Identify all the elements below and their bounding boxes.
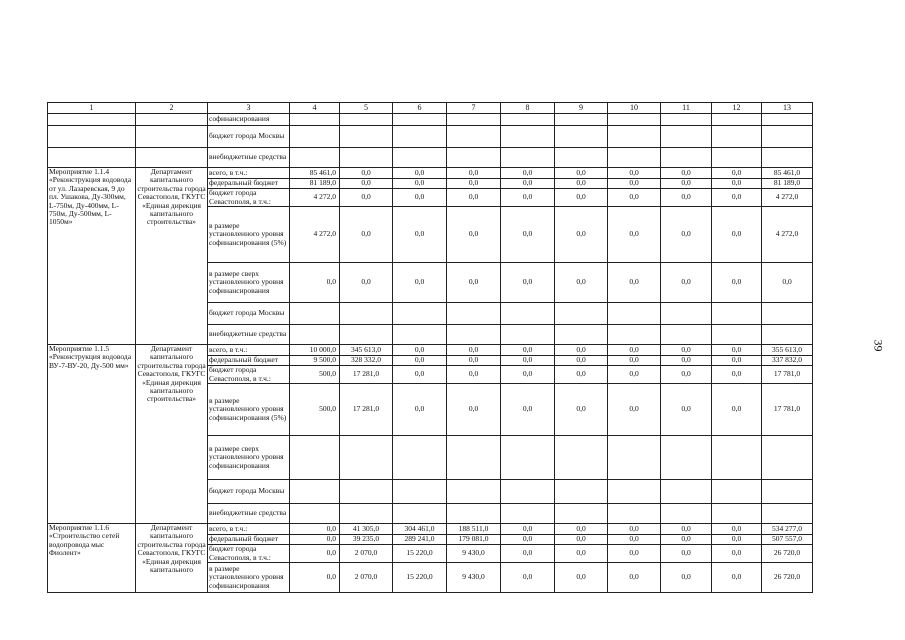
value-cell bbox=[290, 114, 340, 126]
value-cell: 0,0 bbox=[501, 563, 555, 593]
value-cell: 0,0 bbox=[712, 563, 762, 593]
value-cell: 0,0 bbox=[661, 366, 712, 384]
funding-source-label: в размере сверх установленного уровня софинансирования bbox=[208, 263, 290, 303]
value-cell: 179 081,0 bbox=[447, 535, 501, 545]
value-cell bbox=[393, 436, 447, 480]
value-cell bbox=[608, 480, 661, 504]
funding-source-label: внебюджетные средства bbox=[208, 325, 290, 345]
value-cell: 0,0 bbox=[501, 366, 555, 384]
empty-cell bbox=[48, 148, 136, 168]
executor-name: Департамент капитального строительства города Севастополя, ГКУГС «Единая дирекция капитального строительства» bbox=[136, 168, 208, 345]
value-cell: 0,0 bbox=[555, 535, 608, 545]
value-cell: 0,0 bbox=[712, 189, 762, 207]
value-cell: 0,0 bbox=[555, 179, 608, 189]
value-cell: 0,0 bbox=[290, 524, 340, 535]
table-row bbox=[48, 148, 813, 168]
column-number-cell: 3 bbox=[208, 103, 290, 114]
value-cell bbox=[762, 126, 813, 148]
value-cell: 0,0 bbox=[290, 263, 340, 303]
value-cell bbox=[712, 480, 762, 504]
value-cell bbox=[501, 148, 555, 168]
value-cell: 0,0 bbox=[712, 384, 762, 436]
empty-cell bbox=[136, 126, 208, 148]
column-number-cell: 5 bbox=[340, 103, 393, 114]
value-cell bbox=[762, 436, 813, 480]
measure-name: Мероприятие 1.1.6 «Строительство сетей водопровода мыс Фиолент» bbox=[48, 524, 136, 593]
value-cell bbox=[712, 126, 762, 148]
column-number-row bbox=[48, 103, 813, 114]
value-cell: 500,0 bbox=[290, 366, 340, 384]
value-cell bbox=[501, 480, 555, 504]
value-cell: 0,0 bbox=[608, 563, 661, 593]
funding-source-label: федеральный бюджет bbox=[208, 535, 290, 545]
value-cell: 9 430,0 bbox=[447, 545, 501, 563]
value-cell: 0,0 bbox=[393, 207, 447, 263]
value-cell: 355 613,0 bbox=[762, 345, 813, 356]
value-cell bbox=[290, 303, 340, 325]
value-cell bbox=[447, 436, 501, 480]
value-cell bbox=[661, 504, 712, 524]
value-cell: 304 461,0 bbox=[393, 524, 447, 535]
value-cell: 0,0 bbox=[501, 207, 555, 263]
value-cell: 4 272,0 bbox=[290, 189, 340, 207]
value-cell: 0,0 bbox=[447, 207, 501, 263]
value-cell bbox=[608, 114, 661, 126]
value-cell bbox=[661, 114, 712, 126]
value-cell bbox=[712, 436, 762, 480]
value-cell bbox=[340, 114, 393, 126]
value-cell: 81 189,0 bbox=[290, 179, 340, 189]
value-cell: 0,0 bbox=[608, 545, 661, 563]
funding-source-label: бюджет города Москвы bbox=[208, 126, 290, 148]
value-cell: 0,0 bbox=[661, 168, 712, 179]
funding-source-label: бюджет города Севастополя, в т.ч.: bbox=[208, 189, 290, 207]
value-cell: 0,0 bbox=[712, 545, 762, 563]
value-cell bbox=[393, 148, 447, 168]
column-number-cell: 13 bbox=[762, 103, 813, 114]
value-cell: 9 500,0 bbox=[290, 356, 340, 366]
value-cell bbox=[555, 325, 608, 345]
value-cell: 0,0 bbox=[555, 189, 608, 207]
value-cell bbox=[501, 303, 555, 325]
value-cell: 0,0 bbox=[661, 345, 712, 356]
value-cell bbox=[555, 148, 608, 168]
value-cell: 0,0 bbox=[340, 179, 393, 189]
value-cell: 345 613,0 bbox=[340, 345, 393, 356]
value-cell bbox=[447, 303, 501, 325]
value-cell bbox=[661, 126, 712, 148]
value-cell: 0,0 bbox=[447, 345, 501, 356]
column-number-cell: 9 bbox=[555, 103, 608, 114]
column-number-cell: 2 bbox=[136, 103, 208, 114]
value-cell: 0,0 bbox=[501, 384, 555, 436]
value-cell bbox=[555, 480, 608, 504]
value-cell: 2 070,0 bbox=[340, 545, 393, 563]
value-cell bbox=[290, 504, 340, 524]
value-cell bbox=[447, 148, 501, 168]
value-cell: 17 281,0 bbox=[340, 384, 393, 436]
value-cell bbox=[393, 480, 447, 504]
table-row bbox=[48, 524, 813, 535]
value-cell: 500,0 bbox=[290, 384, 340, 436]
funding-source-label: федеральный бюджет bbox=[208, 356, 290, 366]
value-cell bbox=[762, 480, 813, 504]
value-cell: 0,0 bbox=[661, 563, 712, 593]
value-cell bbox=[340, 126, 393, 148]
value-cell: 0,0 bbox=[393, 356, 447, 366]
value-cell bbox=[661, 148, 712, 168]
value-cell: 507 557,0 bbox=[762, 535, 813, 545]
value-cell bbox=[501, 325, 555, 345]
value-cell: 0,0 bbox=[555, 384, 608, 436]
value-cell: 0,0 bbox=[712, 524, 762, 535]
funding-source-label: в размере установленного уровня софинансирования bbox=[208, 563, 290, 593]
value-cell: 0,0 bbox=[608, 384, 661, 436]
value-cell: 85 461,0 bbox=[290, 168, 340, 179]
column-number-cell: 8 bbox=[501, 103, 555, 114]
value-cell: 0,0 bbox=[608, 356, 661, 366]
value-cell bbox=[501, 504, 555, 524]
value-cell: 0,0 bbox=[393, 179, 447, 189]
value-cell: 15 220,0 bbox=[393, 563, 447, 593]
value-cell: 17 781,0 bbox=[762, 384, 813, 436]
empty-cell bbox=[48, 126, 136, 148]
value-cell: 4 272,0 bbox=[762, 189, 813, 207]
value-cell: 0,0 bbox=[661, 524, 712, 535]
funding-source-label: в размере установленного уровня софинансирования (5%) bbox=[208, 207, 290, 263]
value-cell bbox=[661, 303, 712, 325]
value-cell: 17 281,0 bbox=[340, 366, 393, 384]
value-cell: 0,0 bbox=[555, 168, 608, 179]
value-cell: 0,0 bbox=[712, 263, 762, 303]
value-cell: 0,0 bbox=[447, 263, 501, 303]
value-cell: 0,0 bbox=[555, 356, 608, 366]
value-cell: 0,0 bbox=[661, 179, 712, 189]
measure-name: Мероприятие 1.1.5 «Реконструкция водовода ВУ-7-ВУ-20, Ду-500 мм» bbox=[48, 345, 136, 524]
value-cell: 0,0 bbox=[661, 356, 712, 366]
value-cell bbox=[447, 114, 501, 126]
value-cell: 10 000,0 bbox=[290, 345, 340, 356]
value-cell bbox=[608, 303, 661, 325]
value-cell bbox=[608, 148, 661, 168]
executor-name: Департамент капитального строительства города Севастополя, ГКУГС «Единая дирекция капитального bbox=[136, 524, 208, 593]
value-cell bbox=[762, 148, 813, 168]
value-cell bbox=[712, 148, 762, 168]
value-cell: 0,0 bbox=[447, 356, 501, 366]
value-cell bbox=[712, 114, 762, 126]
value-cell: 0,0 bbox=[340, 168, 393, 179]
value-cell bbox=[762, 325, 813, 345]
value-cell: 0,0 bbox=[501, 524, 555, 535]
value-cell: 17 781,0 bbox=[762, 366, 813, 384]
column-number-cell: 7 bbox=[447, 103, 501, 114]
value-cell bbox=[447, 504, 501, 524]
value-cell: 0,0 bbox=[712, 535, 762, 545]
value-cell: 26 720,0 bbox=[762, 545, 813, 563]
value-cell: 26 720,0 bbox=[762, 563, 813, 593]
value-cell: 0,0 bbox=[712, 345, 762, 356]
value-cell bbox=[712, 325, 762, 345]
value-cell: 0,0 bbox=[608, 168, 661, 179]
value-cell bbox=[501, 126, 555, 148]
value-cell: 9 430,0 bbox=[447, 563, 501, 593]
value-cell: 0,0 bbox=[555, 345, 608, 356]
value-cell: 0,0 bbox=[712, 366, 762, 384]
value-cell bbox=[340, 436, 393, 480]
column-number-cell: 4 bbox=[290, 103, 340, 114]
value-cell bbox=[290, 480, 340, 504]
value-cell bbox=[447, 480, 501, 504]
value-cell: 0,0 bbox=[608, 179, 661, 189]
value-cell bbox=[608, 126, 661, 148]
value-cell bbox=[712, 504, 762, 524]
value-cell bbox=[555, 436, 608, 480]
budget-table bbox=[47, 102, 813, 593]
value-cell: 0,0 bbox=[340, 263, 393, 303]
value-cell bbox=[340, 504, 393, 524]
value-cell bbox=[393, 325, 447, 345]
value-cell: 0,0 bbox=[712, 168, 762, 179]
value-cell: 0,0 bbox=[608, 263, 661, 303]
column-number-cell: 10 bbox=[608, 103, 661, 114]
funding-source-label: бюджет города Севастополя, в т.ч.: bbox=[208, 366, 290, 384]
table-row bbox=[48, 114, 813, 126]
value-cell bbox=[555, 303, 608, 325]
value-cell bbox=[762, 504, 813, 524]
value-cell: 0,0 bbox=[290, 545, 340, 563]
value-cell: 0,0 bbox=[608, 366, 661, 384]
funding-source-label: всего, в т.ч.: bbox=[208, 345, 290, 356]
funding-source-label: бюджет города Севастополя, в т.ч.: bbox=[208, 545, 290, 563]
measure-name: Мероприятие 1.1.4 «Реконструкция водовода от ул. Лазаревская, 9 до пл. Ушакова, Ду-300мм, L-750м, Ду-400мм, L-750м, Ду-500мм, L-1050м» bbox=[48, 168, 136, 345]
value-cell: 0,0 bbox=[393, 189, 447, 207]
value-cell bbox=[340, 303, 393, 325]
value-cell: 0,0 bbox=[661, 535, 712, 545]
funding-source-label: бюджет города Москвы bbox=[208, 303, 290, 325]
value-cell bbox=[555, 126, 608, 148]
column-number-cell: 1 bbox=[48, 103, 136, 114]
value-cell: 0,0 bbox=[393, 345, 447, 356]
value-cell bbox=[290, 126, 340, 148]
value-cell: 0,0 bbox=[555, 524, 608, 535]
value-cell: 0,0 bbox=[608, 207, 661, 263]
value-cell: 0,0 bbox=[712, 179, 762, 189]
value-cell: 0,0 bbox=[290, 563, 340, 593]
value-cell: 0,0 bbox=[501, 263, 555, 303]
value-cell: 188 511,0 bbox=[447, 524, 501, 535]
value-cell bbox=[447, 325, 501, 345]
value-cell: 0,0 bbox=[340, 189, 393, 207]
value-cell: 0,0 bbox=[661, 545, 712, 563]
value-cell: 289 241,0 bbox=[393, 535, 447, 545]
funding-source-label: бюджет города Москвы bbox=[208, 480, 290, 504]
value-cell: 85 461,0 bbox=[762, 168, 813, 179]
value-cell bbox=[501, 436, 555, 480]
empty-cell bbox=[136, 114, 208, 126]
value-cell: 15 220,0 bbox=[393, 545, 447, 563]
value-cell: 0,0 bbox=[712, 356, 762, 366]
column-number-cell: 6 bbox=[393, 103, 447, 114]
value-cell: 0,0 bbox=[661, 207, 712, 263]
page-number: 39 bbox=[871, 339, 886, 352]
value-cell: 41 305,0 bbox=[340, 524, 393, 535]
empty-cell bbox=[136, 148, 208, 168]
value-cell bbox=[608, 436, 661, 480]
value-cell bbox=[661, 480, 712, 504]
value-cell bbox=[290, 148, 340, 168]
budget-table-container bbox=[47, 102, 812, 593]
value-cell bbox=[608, 504, 661, 524]
value-cell bbox=[555, 114, 608, 126]
value-cell bbox=[762, 114, 813, 126]
value-cell bbox=[762, 303, 813, 325]
table-row bbox=[48, 168, 813, 179]
value-cell bbox=[393, 504, 447, 524]
value-cell: 0,0 bbox=[501, 356, 555, 366]
value-cell: 0,0 bbox=[608, 535, 661, 545]
value-cell: 0,0 bbox=[501, 189, 555, 207]
table-row bbox=[48, 345, 813, 356]
value-cell bbox=[340, 148, 393, 168]
value-cell: 534 277,0 bbox=[762, 524, 813, 535]
funding-source-label: софинансирования bbox=[208, 114, 290, 126]
value-cell bbox=[393, 303, 447, 325]
value-cell bbox=[393, 114, 447, 126]
value-cell: 0,0 bbox=[447, 189, 501, 207]
value-cell bbox=[555, 504, 608, 524]
value-cell: 0,0 bbox=[661, 263, 712, 303]
funding-source-label: в размере сверх установленного уровня софинансирования bbox=[208, 436, 290, 480]
value-cell bbox=[290, 436, 340, 480]
value-cell: 0,0 bbox=[393, 168, 447, 179]
value-cell: 0,0 bbox=[501, 535, 555, 545]
value-cell: 0,0 bbox=[608, 345, 661, 356]
value-cell: 0,0 bbox=[661, 189, 712, 207]
value-cell: 0,0 bbox=[393, 263, 447, 303]
value-cell: 0,0 bbox=[290, 535, 340, 545]
executor-name: Департамент капитального строительства города Севастополя, ГКУГС «Единая дирекция капитального строительства» bbox=[136, 345, 208, 524]
value-cell: 337 832,0 bbox=[762, 356, 813, 366]
value-cell: 0,0 bbox=[555, 263, 608, 303]
value-cell: 0,0 bbox=[555, 563, 608, 593]
value-cell: 328 332,0 bbox=[340, 356, 393, 366]
value-cell bbox=[501, 114, 555, 126]
value-cell bbox=[340, 480, 393, 504]
funding-source-label: федеральный бюджет bbox=[208, 179, 290, 189]
value-cell bbox=[661, 436, 712, 480]
value-cell: 0,0 bbox=[447, 168, 501, 179]
column-number-cell: 12 bbox=[712, 103, 762, 114]
value-cell bbox=[447, 126, 501, 148]
funding-source-label: внебюджетные средства bbox=[208, 148, 290, 168]
value-cell: 39 235,0 bbox=[340, 535, 393, 545]
value-cell: 0,0 bbox=[762, 263, 813, 303]
value-cell: 4 272,0 bbox=[762, 207, 813, 263]
value-cell bbox=[661, 325, 712, 345]
empty-cell bbox=[48, 114, 136, 126]
value-cell: 0,0 bbox=[661, 384, 712, 436]
value-cell: 0,0 bbox=[608, 524, 661, 535]
value-cell: 0,0 bbox=[447, 179, 501, 189]
value-cell: 0,0 bbox=[447, 366, 501, 384]
funding-source-label: внебюджетные средства bbox=[208, 504, 290, 524]
value-cell: 0,0 bbox=[501, 179, 555, 189]
table-body bbox=[48, 103, 813, 593]
column-number-cell: 11 bbox=[661, 103, 712, 114]
value-cell bbox=[608, 325, 661, 345]
value-cell bbox=[340, 325, 393, 345]
value-cell: 0,0 bbox=[393, 384, 447, 436]
value-cell: 0,0 bbox=[712, 207, 762, 263]
value-cell bbox=[712, 303, 762, 325]
table-row bbox=[48, 126, 813, 148]
value-cell: 0,0 bbox=[393, 366, 447, 384]
value-cell: 4 272,0 bbox=[290, 207, 340, 263]
value-cell bbox=[393, 126, 447, 148]
value-cell: 81 189,0 bbox=[762, 179, 813, 189]
funding-source-label: всего, в т.ч.: bbox=[208, 524, 290, 535]
value-cell: 0,0 bbox=[555, 207, 608, 263]
value-cell: 0,0 bbox=[340, 207, 393, 263]
funding-source-label: в размере установленного уровня софинансирования (5%) bbox=[208, 384, 290, 436]
value-cell: 0,0 bbox=[501, 345, 555, 356]
value-cell: 0,0 bbox=[501, 168, 555, 179]
value-cell: 0,0 bbox=[447, 384, 501, 436]
value-cell bbox=[290, 325, 340, 345]
value-cell: 2 070,0 bbox=[340, 563, 393, 593]
value-cell: 0,0 bbox=[555, 545, 608, 563]
funding-source-label: всего, в т.ч.: bbox=[208, 168, 290, 179]
value-cell: 0,0 bbox=[555, 366, 608, 384]
value-cell: 0,0 bbox=[608, 189, 661, 207]
value-cell: 0,0 bbox=[501, 545, 555, 563]
